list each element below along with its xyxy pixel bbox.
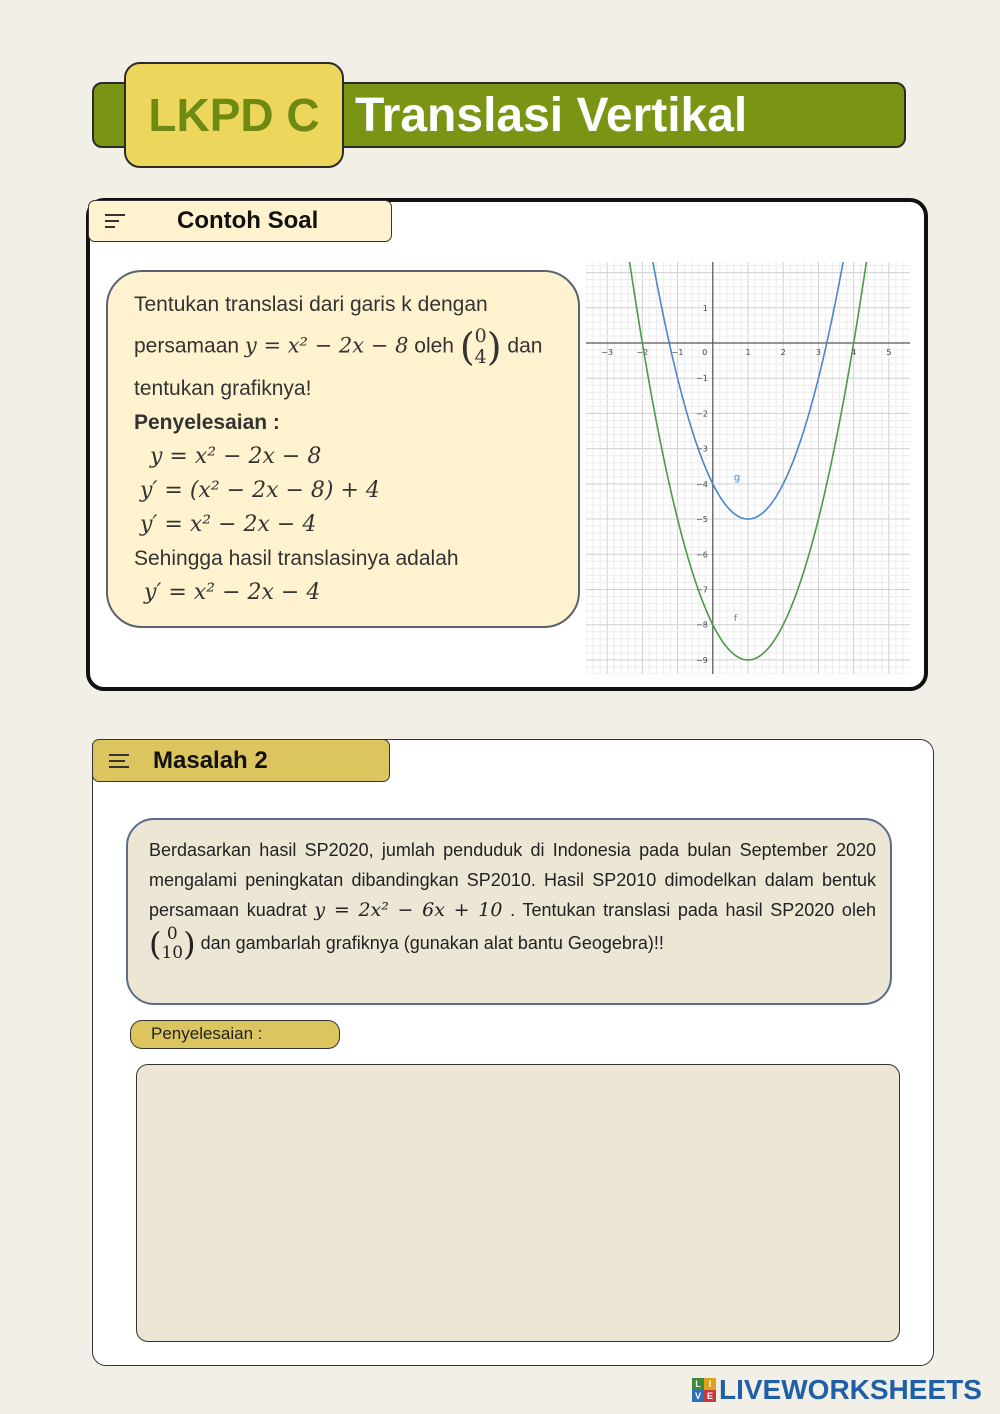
solution-conclusion: Sehingga hasil translasinya adalah (134, 547, 459, 570)
y-tick-label: −2 (695, 409, 708, 419)
y-tick-label: 1 (702, 303, 708, 313)
x-tick-label: 4 (851, 347, 857, 357)
lkpd-badge: LKPD C (124, 62, 344, 168)
x-tick-label: 5 (886, 347, 892, 357)
problem-text-1: Berdasarkan hasil SP2020, jumlah penduduk di Indonesia pada bulan September 2020 mengalami peningkatan dibandingkan SP2010. Hasil SP2010 dimodelkan dalam bentuk persamaan kuadrat (149, 840, 876, 920)
problem-tab-label: Masalah 2 (153, 746, 268, 774)
y-tick-label: −9 (695, 655, 708, 665)
menu-icon (109, 752, 131, 770)
problem-vector-bottom: 10 (161, 943, 184, 963)
curve-label-g: g (733, 472, 741, 484)
solution-step-2: y′ = (x² − 2x − 8) + 4 (140, 478, 380, 503)
y-tick-label: −3 (695, 444, 708, 454)
translation-vector: ( 0 4 ) (459, 325, 502, 369)
problem-vector-top: 0 (166, 924, 178, 944)
x-tick-label: 0 (702, 347, 708, 357)
x-tick-label: −3 (601, 347, 614, 357)
x-tick-label: −2 (636, 347, 649, 357)
y-tick-label: −7 (695, 585, 708, 595)
problem-tab (92, 739, 390, 782)
question-line-3: tentukan grafiknya! (134, 377, 312, 400)
solution-step-1: y = x² − 2x − 8 (150, 444, 322, 469)
problem-text-box (126, 818, 892, 1005)
problem-text-2: . Tentukan translasi pada hasil SP2020 oleh (510, 900, 876, 920)
y-tick-label: −6 (695, 550, 708, 560)
vector-bottom: 4 (474, 346, 487, 368)
vector-top: 0 (474, 325, 487, 347)
page-title: Translasi Vertikal (355, 89, 748, 142)
question-prefix: persamaan (134, 334, 240, 358)
example-question-box (106, 270, 580, 628)
x-tick-label: 1 (745, 347, 751, 357)
solution-step-3: y′ = x² − 2x − 4 (140, 512, 317, 537)
x-tick-label: 3 (815, 347, 821, 357)
problem-translation-vector: ( 0 10 ) (149, 924, 196, 963)
x-tick-label: −1 (671, 347, 684, 357)
solution-label: Penyelesaian : (130, 1020, 340, 1049)
question-suffix: dan (507, 334, 543, 358)
example-tab (88, 200, 392, 242)
brand-name: LIVEWORKSHEETS (719, 1374, 982, 1405)
example-tab-label: Contoh Soal (177, 207, 319, 234)
question-line-1: Tentukan translasi dari garis k dengan (134, 293, 488, 316)
y-tick-label: −4 (695, 479, 708, 489)
menu-icon (105, 212, 127, 230)
question-equation: y = x² − 2x − 8 (244, 333, 409, 358)
liveworksheets-logo-icon: L I V E (692, 1378, 716, 1402)
x-tick-label: 2 (780, 347, 786, 357)
solution-result: y′ = x² − 2x − 4 (144, 580, 321, 605)
curve-label-f: f (733, 614, 738, 625)
problem-text-3: dan gambarlah grafiknya (gunakan alat bantu Geogebra)!! (200, 932, 664, 953)
question-oleh: oleh (414, 334, 454, 358)
answer-area[interactable] (136, 1064, 900, 1342)
question-line-2 (134, 326, 578, 368)
brand (692, 1374, 982, 1406)
parabola-graph (586, 262, 910, 674)
solution-heading: Penyelesaian : (134, 411, 280, 434)
problem-equation: y = 2x² − 6x + 10 (314, 899, 503, 921)
y-tick-label: −5 (695, 515, 708, 525)
y-tick-label: −1 (695, 374, 708, 384)
y-tick-label: −8 (695, 620, 708, 630)
